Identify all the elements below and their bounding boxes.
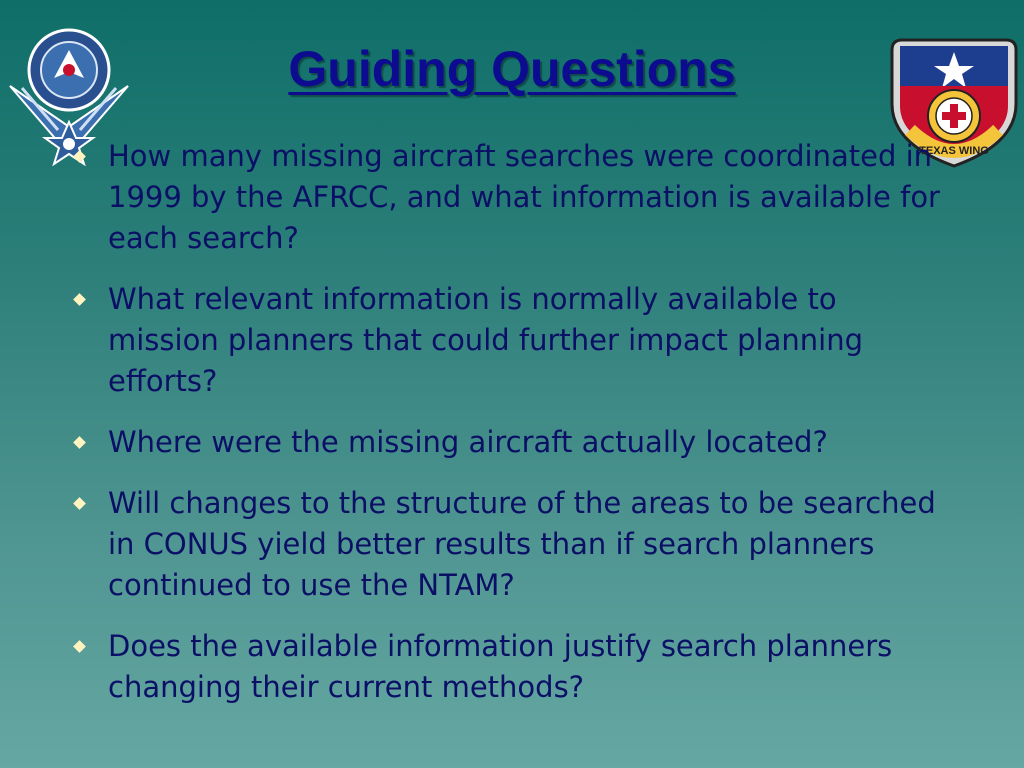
diamond-bullet-icon <box>70 438 92 463</box>
bullet-list <box>70 136 950 728</box>
bullet-item <box>70 483 950 606</box>
slide-title: Guiding Questions <box>288 41 736 97</box>
diamond-bullet-icon <box>70 295 92 402</box>
bullet-text: What relevant information is normally available to mission planners that could further impact planning efforts? <box>108 282 863 398</box>
bullet-text: Does the available information justify search planners changing their current methods? <box>108 629 893 704</box>
diamond-bullet-icon <box>70 499 92 606</box>
diamond-bullet-icon <box>70 152 92 259</box>
bullet-text: How many missing aircraft searches were coordinated in 1999 by the AFRCC, and what information is available for each search? <box>108 139 940 255</box>
bullet-item <box>70 422 950 463</box>
bullet-item <box>70 279 950 402</box>
bullet-text: Will changes to the structure of the areas to be searched in CONUS yield better results than if search planners continued to use the NTAM? <box>108 486 936 602</box>
diamond-bullet-icon <box>70 642 92 708</box>
svg-text:TEXAS WING: TEXAS WING <box>919 145 989 157</box>
bullet-item <box>70 626 950 708</box>
bullet-item <box>70 136 950 259</box>
bullet-text: Where were the missing aircraft actually located? <box>108 425 828 459</box>
